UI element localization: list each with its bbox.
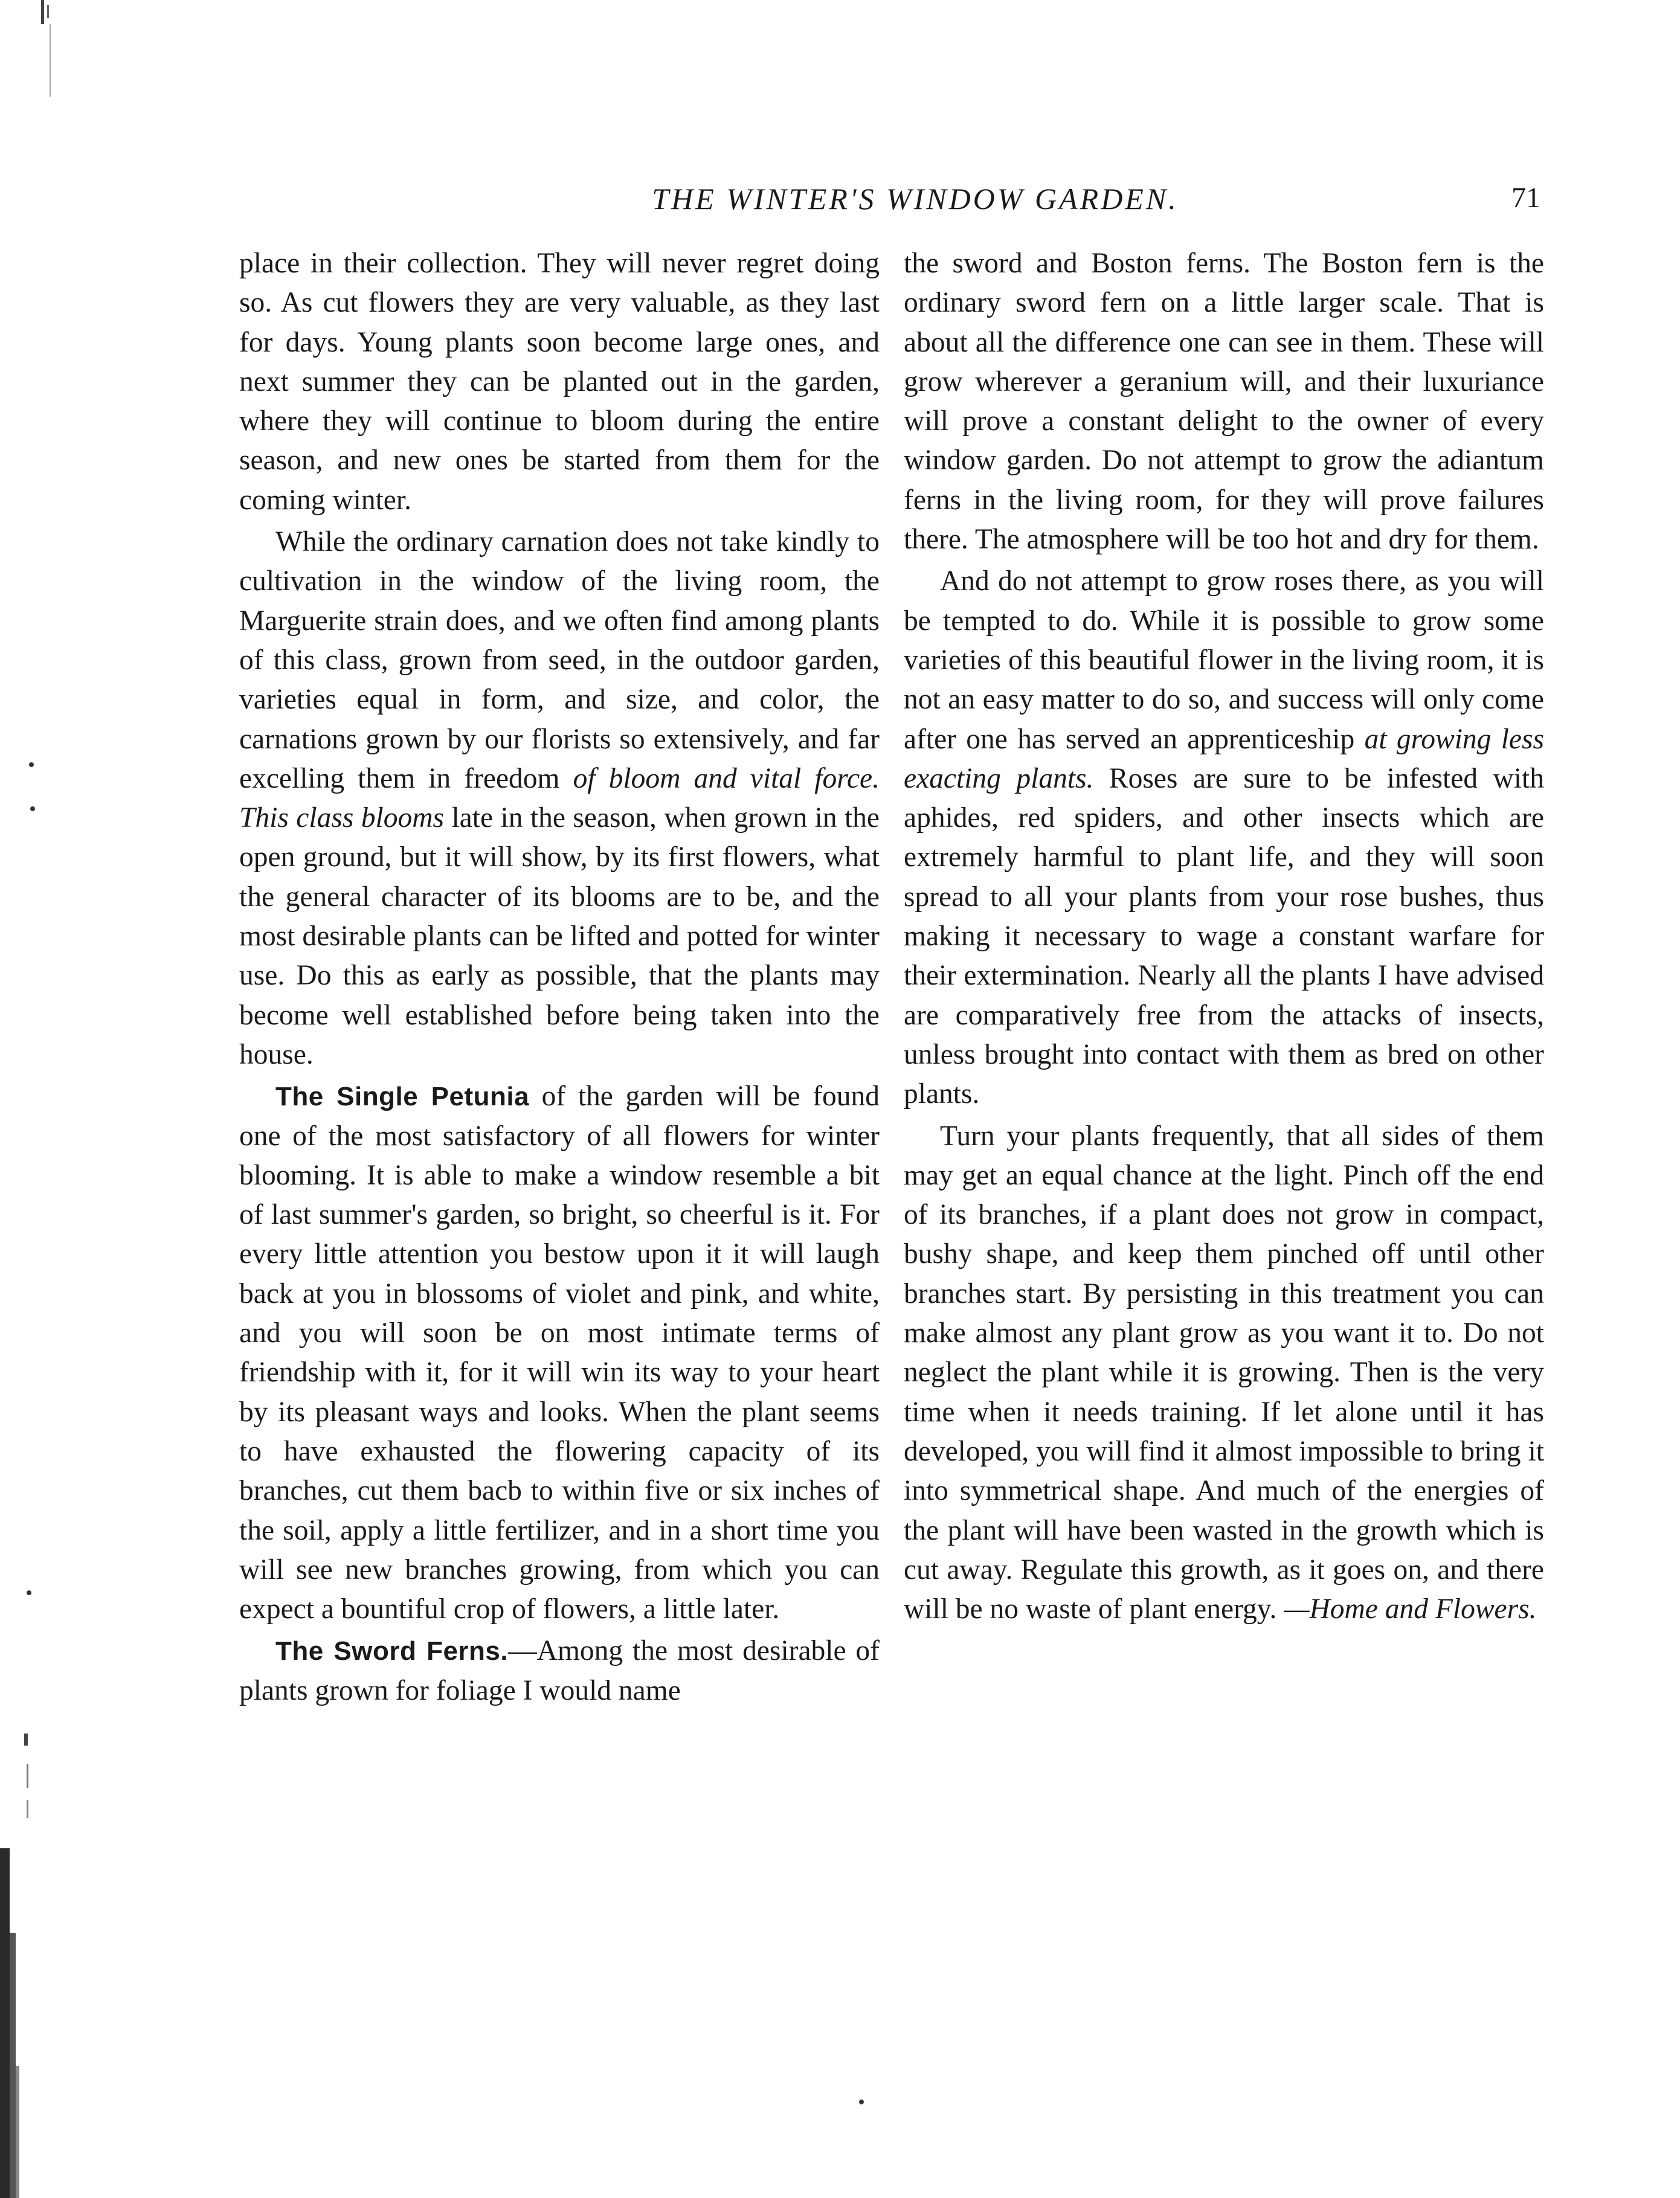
paragraph bbox=[904, 562, 1544, 1114]
paragraph-text: Turn your plants frequently, that all sides of them may get an equal chance at the light. Pinch off the end of its branches, if a plant does not grow in compact, bushy shape, and keep them pinched off until other branches start. By persisting in this treatment you can make almost any plant grow as you want it to. Do not neglect the plant while it is growing. Then is the very time when it needs training. If let alone until it has developed, you will find it almost impossible to bring it into symmetrical shape. And much of the energies of the plant will have been wasted in the growth which is cut away. Regulate this growth, as it goes on, and there will be no waste of plant energy. bbox=[904, 1120, 1544, 1625]
section-heading-single-petunia: The Single Petunia bbox=[275, 1082, 530, 1112]
scan-speck bbox=[859, 2100, 864, 2104]
paragraph-text: the sword and Boston ferns. The Boston fern is the ordinary sword fern on a little larger scale. That is about all the difference one can see in them. These will grow wherever a geranium will, and their luxuriance will prove a constant delight to the owner of every window garden. Do not attempt to grow the adiantum ferns in the living room, for they will prove failures there. The atmosphere will be too hot and dry for them. bbox=[904, 248, 1544, 556]
source-attribution: —Home and Flowers. bbox=[1284, 1593, 1537, 1625]
paragraph bbox=[239, 244, 880, 520]
italic-phrase: of bloom and vital force. This class blooms bbox=[239, 762, 880, 834]
paragraph bbox=[239, 522, 880, 1075]
page-number: 71 bbox=[1511, 182, 1540, 214]
paragraph-text: While the ordinary carnation does not take kindly to cultivation in the window of the living room, the Marguerite strain does, and we often find among plants of this class, grown from seed, in the outdoor garden, varieties equal in form, and size, and color, the carnations grown by our florists so extensively, and far excelling them in freedom bbox=[239, 526, 880, 794]
scan-binding-edge bbox=[0, 0, 54, 2198]
paragraph bbox=[904, 1117, 1544, 1630]
scan-speck bbox=[29, 762, 34, 767]
paragraph-text: late in the season, when grown in the open ground, but it will show, by its first flowers, what the general character of its blooms are to be, and the most desirable plants can be lifted and potted for winter use. Do this as early as possible, that the plants may become well established before being taken into the house. bbox=[239, 802, 880, 1070]
paragraph bbox=[239, 1077, 880, 1629]
scan-speck bbox=[27, 1590, 31, 1595]
scan-speck bbox=[30, 806, 35, 811]
paragraph-text: Roses are sure to be infested with aphides, red spiders, and other insects which are extremely harmful to plant life, and they will soon spread to all your plants from your rose bushes, thus making it necessary to wage a constant warfare for their extermination. Nearly all the plants I have advised are comparatively free from the attacks of insects, unless brought into contact with them as bred on other plants. bbox=[904, 762, 1545, 1110]
paragraph-text: And do not attempt to grow roses there, as you will be tempted to do. While it is possible to grow some varieties of this beautiful flower in the living room, it is not an easy matter to do so, and success will only come after one has served an apprenticeship bbox=[904, 565, 1544, 755]
right-column bbox=[904, 244, 1544, 1631]
paragraph bbox=[239, 1631, 880, 1711]
paragraph-text: place in their collection. They will never regret doing so. As cut flowers they are very valuable, as they last for days. Young plants soon become large ones, and next summer they can be planted out in the garden, where they will continue to bloom during the entire season, and new ones be started from them for the coming winter. bbox=[239, 248, 880, 516]
paragraph bbox=[904, 244, 1544, 559]
left-column bbox=[239, 244, 880, 1713]
running-head: THE WINTER'S WINDOW GARDEN. bbox=[652, 182, 1179, 216]
paragraph-text: —Among the most desirable of plants grown for foliage I would name bbox=[239, 1635, 880, 1706]
paragraph-text: of the garden will be found one of the most satisfactory of all flowers for winter blooming. It is able to make a window resemble a bit of last summer's garden, so bright, so cheerful is it. For every little attention you bestow upon it it will laugh back at you in blossoms of violet and pink, and white, and you will soon be on most intimate terms of friendship with it, for it will win its way to your heart by its pleasant ways and looks. When the plant seems to have exhausted the flowering capacity of its branches, cut them bacb to within five or six inches of the soil, apply a little fertilizer, and in a short time you will see new branches growing, from which you can expect a bountiful crop of flowers, a little later. bbox=[239, 1081, 880, 1625]
italic-phrase: at growing less exacting plants. bbox=[904, 723, 1544, 794]
section-heading-sword-ferns: The Sword Ferns. bbox=[275, 1636, 509, 1666]
